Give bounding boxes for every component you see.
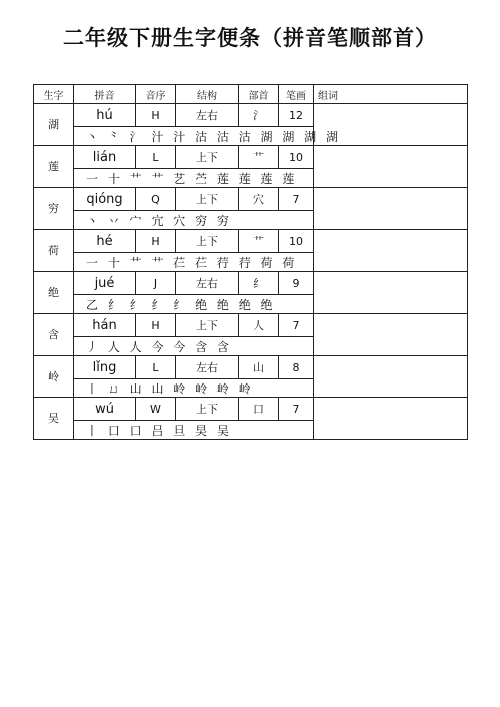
- pinyin-cell: hé: [74, 230, 136, 253]
- structure-cell: 上下: [176, 398, 239, 421]
- words-cell[interactable]: [314, 314, 468, 356]
- table-row: [34, 146, 468, 169]
- header-row: [34, 85, 468, 104]
- words-cell[interactable]: [314, 356, 468, 398]
- char-cell: 莲: [34, 146, 74, 188]
- stroke-order-cell: 丨 口 口 吕 旦 旲 吴: [74, 421, 314, 440]
- pinyin-cell: lǐng: [74, 356, 136, 379]
- pinyin-cell: jué: [74, 272, 136, 295]
- character-table: [33, 84, 468, 440]
- words-cell[interactable]: [314, 146, 468, 188]
- header-words: 组词: [314, 85, 468, 104]
- table-row: [34, 314, 468, 337]
- initial-cell: J: [136, 272, 176, 295]
- stroke-order-cell: 一 十 艹 艹 艺 苎 莲 莲 莲 莲: [74, 169, 314, 188]
- radical-cell: 人: [239, 314, 279, 337]
- initial-cell: H: [136, 104, 176, 127]
- pinyin-cell: wú: [74, 398, 136, 421]
- table-row: [34, 356, 468, 379]
- header-structure: 结构: [176, 85, 239, 104]
- table-row: [34, 230, 468, 253]
- words-cell[interactable]: [314, 398, 468, 440]
- stroke-count-cell: 10: [279, 146, 314, 169]
- structure-cell: 左右: [176, 104, 239, 127]
- stroke-order-cell: 一 十 艹 艹 芢 芢 荇 荇 荷 荷: [74, 253, 314, 272]
- pinyin-cell: lián: [74, 146, 136, 169]
- char-cell: 吴: [34, 398, 74, 440]
- stroke-count-cell: 7: [279, 314, 314, 337]
- char-cell: 穷: [34, 188, 74, 230]
- header-radical: 部首: [239, 85, 279, 104]
- words-cell[interactable]: [314, 188, 468, 230]
- stroke-count-cell: 10: [279, 230, 314, 253]
- page-title: 二年级下册生字便条（拼音笔顺部首）: [63, 26, 437, 50]
- table-row: [34, 398, 468, 421]
- initial-cell: H: [136, 314, 176, 337]
- char-cell: 含: [34, 314, 74, 356]
- structure-cell: 左右: [176, 356, 239, 379]
- stroke-order-cell: 丶 丷 宀 宂 穴 穷 穷: [74, 211, 314, 230]
- radical-cell: 口: [239, 398, 279, 421]
- char-cell: 荷: [34, 230, 74, 272]
- initial-cell: L: [136, 146, 176, 169]
- radical-cell: 山: [239, 356, 279, 379]
- header-strokes: 笔画: [279, 85, 314, 104]
- initial-cell: H: [136, 230, 176, 253]
- table-row: [34, 188, 468, 211]
- stroke-count-cell: 12: [279, 104, 314, 127]
- radical-cell: 氵: [239, 104, 279, 127]
- stroke-count-cell: 7: [279, 188, 314, 211]
- initial-cell: Q: [136, 188, 176, 211]
- structure-cell: 上下: [176, 230, 239, 253]
- structure-cell: 上下: [176, 146, 239, 169]
- structure-cell: 左右: [176, 272, 239, 295]
- header-initial: 音序: [136, 85, 176, 104]
- words-cell[interactable]: [314, 272, 468, 314]
- initial-cell: W: [136, 398, 176, 421]
- radical-cell: 艹: [239, 146, 279, 169]
- stroke-order-cell: 丨 ㄩ 山 山 岭 岭 岭 岭: [74, 379, 314, 398]
- char-cell: 湖: [34, 104, 74, 146]
- header-pinyin: 拼音: [74, 85, 136, 104]
- stroke-order-cell: 乙 纟 纟 纟 纟 绝 绝 绝 绝: [74, 295, 314, 314]
- structure-cell: 上下: [176, 314, 239, 337]
- pinyin-cell: qióng: [74, 188, 136, 211]
- table-row: [34, 272, 468, 295]
- pinyin-cell: hán: [74, 314, 136, 337]
- stroke-count-cell: 7: [279, 398, 314, 421]
- structure-cell: 上下: [176, 188, 239, 211]
- char-cell: 绝: [34, 272, 74, 314]
- stroke-count-cell: 8: [279, 356, 314, 379]
- stroke-order-cell: 丿 人 人 今 今 含 含: [74, 337, 314, 356]
- table-row: [34, 104, 468, 127]
- radical-cell: 纟: [239, 272, 279, 295]
- char-cell: 岭: [34, 356, 74, 398]
- radical-cell: 穴: [239, 188, 279, 211]
- radical-cell: 艹: [239, 230, 279, 253]
- initial-cell: L: [136, 356, 176, 379]
- pinyin-cell: hú: [74, 104, 136, 127]
- words-cell[interactable]: [314, 230, 468, 272]
- header-char: 生字: [34, 85, 74, 104]
- stroke-order-cell: 丶 ⺀ 氵 汁 汁 沽 沽 沽 湖 湖 湖 湖: [74, 127, 314, 146]
- stroke-count-cell: 9: [279, 272, 314, 295]
